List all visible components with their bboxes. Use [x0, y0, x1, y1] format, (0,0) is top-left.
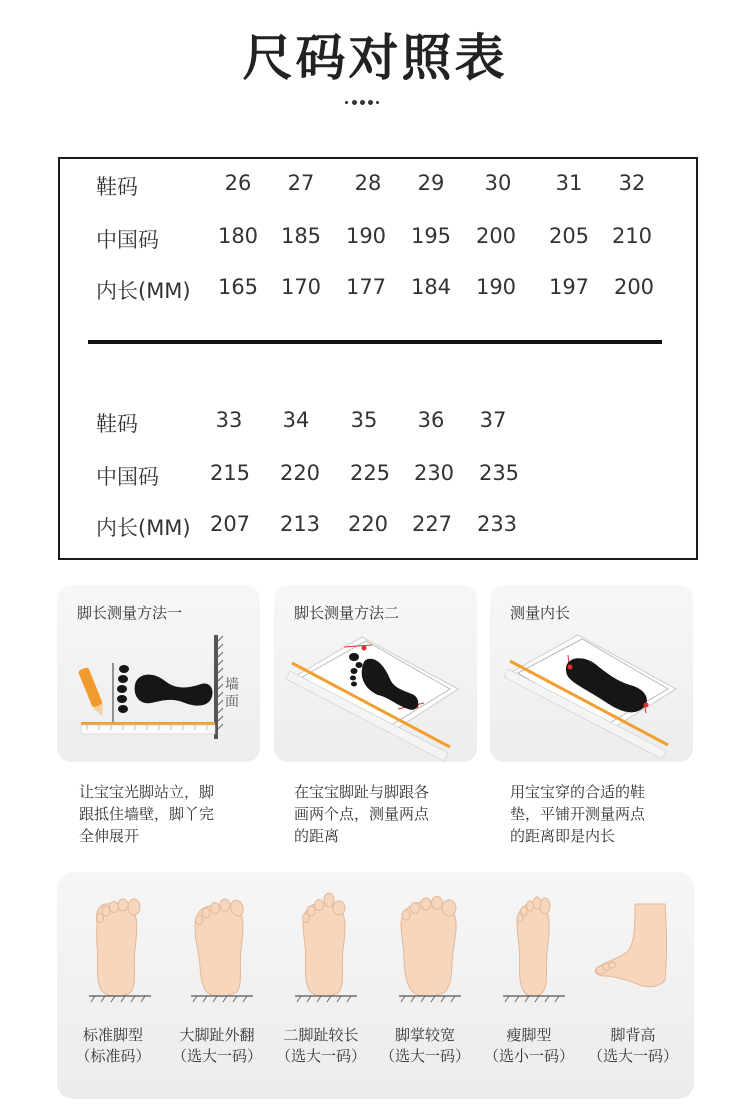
table-cell: 190: [475, 275, 517, 299]
foot-type-name: 标准脚型: [82, 1026, 143, 1044]
table-cell: 205: [548, 224, 590, 248]
high-instep-foot-icon: [581, 872, 685, 1022]
table-cell: 34: [282, 408, 310, 432]
foot-type-name: 瘦脚型: [506, 1026, 552, 1044]
slim-foot-icon: [477, 872, 581, 1022]
foot-type-name: 二脚趾较长: [283, 1026, 359, 1044]
foot-type-advice: （选大一码）: [171, 1047, 262, 1065]
foot-type-item: [61, 872, 165, 1099]
size-table: [58, 157, 698, 560]
method-description: 在宝宝脚趾与脚跟各 画两个点，测量两点 的距离: [294, 783, 430, 845]
foot-type-name: 大脚趾外翻: [179, 1026, 255, 1044]
foot-type-item: [373, 872, 477, 1099]
foot-type-item: [581, 872, 685, 1099]
foot-type-advice: （选大一码）: [275, 1047, 366, 1065]
table-cell: 170: [280, 275, 322, 299]
table-cell: 207: [209, 512, 251, 536]
long-second-toe-foot-icon: [269, 872, 373, 1022]
row-label: 中国码: [96, 465, 159, 489]
method-description: 用宝宝穿的合适的鞋 垫，平铺开测量两点 的距离即是内长: [510, 783, 646, 845]
table-cell: 36: [417, 408, 445, 432]
table-cell: 200: [475, 224, 517, 248]
bunion-foot-icon: [165, 872, 269, 1022]
table-cell: 197: [548, 275, 590, 299]
table-cell: 37: [479, 408, 507, 432]
row-label: 中国码: [96, 228, 159, 252]
foot-type-item: [477, 872, 581, 1099]
table-cell: 184: [410, 275, 452, 299]
table-cell: 31: [555, 171, 583, 195]
table-cell: 190: [345, 224, 387, 248]
method-card-wall: [57, 585, 260, 762]
row-label: 内长(MM): [96, 516, 191, 540]
table-cell: 33: [215, 408, 243, 432]
table-cell: 26: [224, 171, 252, 195]
table-cell: 177: [345, 275, 387, 299]
table-cell: 29: [417, 171, 445, 195]
table-cell: 220: [347, 512, 389, 536]
table-row: [60, 275, 696, 305]
wide-foot-icon: [373, 872, 477, 1022]
method-title: 脚长测量方法二: [294, 604, 400, 622]
method-card-insole: [490, 585, 693, 762]
method-card-dots: [274, 585, 477, 762]
table-cell: 225: [349, 461, 391, 485]
table-cell: 27: [287, 171, 315, 195]
foot-type-item: [165, 872, 269, 1099]
foot-types-panel: [57, 872, 694, 1099]
table-cell: 185: [280, 224, 322, 248]
table-cell: 235: [478, 461, 520, 485]
decorative-dots: [345, 97, 385, 107]
foot-type-advice: （标准码）: [75, 1047, 151, 1065]
foot-type-name: 脚掌较宽: [394, 1026, 455, 1044]
table-row: [60, 408, 696, 438]
table-cell: 32: [618, 171, 646, 195]
foot-type-advice: （选大一码）: [587, 1047, 678, 1065]
row-label: 鞋码: [96, 175, 138, 199]
page-title: 尺码对照表: [242, 29, 508, 87]
standard-foot-icon: [61, 872, 165, 1022]
table-cell: 28: [354, 171, 382, 195]
table-cell: 180: [217, 224, 259, 248]
table-cell: 200: [613, 275, 655, 299]
method-title: 测量内长: [510, 604, 571, 622]
foot-type-advice: （选大一码）: [379, 1047, 470, 1065]
table-cell: 35: [350, 408, 378, 432]
table-divider: [88, 340, 662, 344]
table-row: [60, 171, 696, 201]
row-label: 鞋码: [96, 412, 138, 436]
foot-type-advice: （选小一码）: [483, 1047, 574, 1065]
foot-type-name: 脚背高: [610, 1026, 656, 1044]
table-cell: 215: [209, 461, 251, 485]
table-cell: 213: [279, 512, 321, 536]
svg-text:墙面: 墙面: [225, 676, 239, 709]
table-cell: 165: [217, 275, 259, 299]
row-label: 内长(MM): [96, 279, 191, 303]
method-title: 脚长测量方法一: [77, 604, 183, 622]
table-cell: 233: [476, 512, 518, 536]
table-row: [60, 461, 696, 491]
table-row: [60, 512, 696, 542]
table-cell: 227: [411, 512, 453, 536]
foot-type-item: [269, 872, 373, 1099]
table-cell: 220: [279, 461, 321, 485]
table-cell: 195: [410, 224, 452, 248]
table-cell: 30: [484, 171, 512, 195]
table-row: [60, 224, 696, 254]
method-description: 让宝宝光脚站立，脚 跟抵住墙壁，脚丫完 全伸展开: [79, 783, 215, 845]
table-cell: 230: [413, 461, 455, 485]
table-cell: 210: [611, 224, 653, 248]
